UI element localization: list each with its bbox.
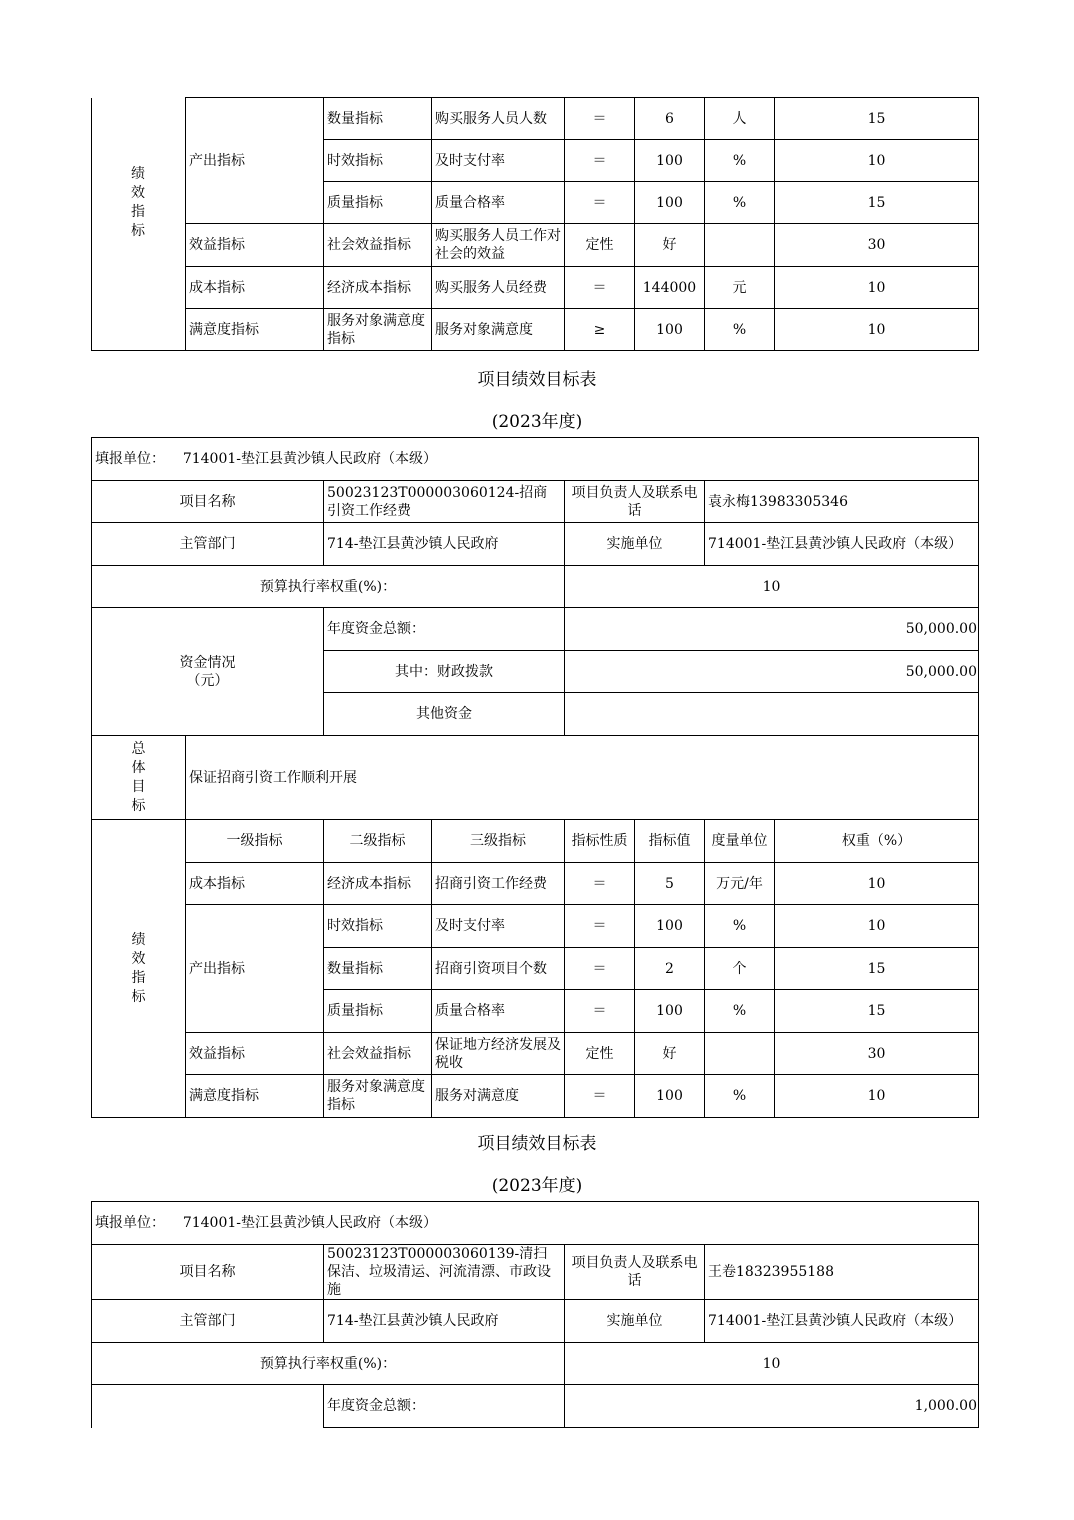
vchar: 标 bbox=[131, 223, 145, 239]
l1-cell: 成本指标 bbox=[186, 863, 324, 905]
fund-label-cell bbox=[92, 1385, 324, 1428]
vchar: 指 bbox=[131, 969, 146, 986]
vchar: 效 bbox=[131, 950, 146, 967]
nature-cell: 定性 bbox=[565, 1033, 635, 1075]
table-row bbox=[92, 1385, 979, 1428]
total-value: 50,000.00 bbox=[565, 608, 979, 651]
l3-cell: 及时支付率 bbox=[432, 140, 565, 182]
perf-table-2 bbox=[91, 437, 979, 1118]
contact-value: 袁永梅13983305346 bbox=[705, 481, 979, 523]
weight-cell: 15 bbox=[775, 98, 979, 140]
unit-cell: 人 bbox=[705, 98, 775, 140]
weight-cell: 10 bbox=[775, 905, 979, 948]
l2-cell: 社会效益指标 bbox=[324, 1033, 432, 1075]
perf-side-blank bbox=[92, 224, 186, 351]
table-row bbox=[92, 98, 979, 140]
table-row bbox=[92, 438, 979, 481]
unit-cell: % bbox=[705, 140, 775, 182]
unit-cell: % bbox=[705, 905, 775, 948]
vchar: 指 bbox=[131, 204, 145, 220]
value-cell: 好 bbox=[635, 224, 705, 267]
l1-cell: 效益指标 bbox=[186, 1033, 324, 1075]
l3-cell: 招商引资工作经费 bbox=[432, 863, 565, 905]
unit-cell bbox=[705, 224, 775, 267]
filler-value: 714001-垫江县黄沙镇人民政府（本级） bbox=[182, 451, 437, 467]
contact-label: 项目负责人及联系电话 bbox=[565, 1245, 705, 1300]
table-row bbox=[92, 1075, 979, 1118]
page-subtitle-year: (2023年度) bbox=[491, 1176, 583, 1196]
table-row bbox=[92, 1343, 979, 1385]
l3-cell: 购买服务人员人数 bbox=[432, 98, 565, 140]
value-cell: 6 bbox=[635, 98, 705, 140]
value-cell: 5 bbox=[635, 863, 705, 905]
vchar: 绩 bbox=[131, 166, 145, 182]
nature-cell: 定性 bbox=[565, 224, 635, 267]
l1-cell: 满意度指标 bbox=[186, 1075, 324, 1118]
weight-cell: 15 bbox=[775, 948, 979, 990]
l1-cell: 成本指标 bbox=[186, 267, 324, 309]
table-row bbox=[92, 1245, 979, 1300]
unit-cell: 万元/年 bbox=[705, 863, 775, 905]
fiscal-label: 其中：财政拨款 bbox=[324, 651, 565, 693]
total-value: 1,000.00 bbox=[565, 1385, 979, 1428]
impl-value: 714001-垫江县黄沙镇人民政府（本级） bbox=[705, 523, 979, 566]
vchar: 目 bbox=[131, 778, 146, 795]
nature-cell: ＝ bbox=[565, 267, 635, 309]
table-header-row bbox=[92, 820, 979, 863]
vchar: 效 bbox=[131, 185, 145, 201]
fund-label: 资金情况 bbox=[179, 654, 236, 671]
total-label: 年度资金总额： bbox=[324, 608, 565, 651]
value-cell: 100 bbox=[635, 990, 705, 1033]
unit-cell: % bbox=[705, 182, 775, 224]
l3-cell: 质量合格率 bbox=[432, 990, 565, 1033]
header-value: 指标值 bbox=[635, 820, 705, 863]
unit-cell: 个 bbox=[705, 948, 775, 990]
nature-cell: ＝ bbox=[565, 863, 635, 905]
value-cell: 好 bbox=[635, 1033, 705, 1075]
weight-cell: 15 bbox=[775, 182, 979, 224]
weight-cell: 10 bbox=[775, 267, 979, 309]
dept-label: 主管部门 bbox=[92, 1300, 324, 1343]
table-row bbox=[92, 523, 979, 566]
weight-cell: 10 bbox=[775, 309, 979, 351]
value-cell: 100 bbox=[635, 182, 705, 224]
value-cell: 100 bbox=[635, 309, 705, 351]
unit-cell: % bbox=[705, 990, 775, 1033]
dept-value: 714-垫江县黄沙镇人民政府 bbox=[324, 523, 565, 566]
l3-cell: 招商引资项目个数 bbox=[432, 948, 565, 990]
other-label: 其他资金 bbox=[324, 693, 565, 736]
unit-cell: % bbox=[705, 1075, 775, 1118]
l2-cell: 社会效益指标 bbox=[324, 224, 432, 267]
l2-cell: 数量指标 bbox=[324, 948, 432, 990]
project-name-label: 项目名称 bbox=[92, 1245, 324, 1300]
contact-label: 项目负责人及联系电话 bbox=[565, 481, 705, 523]
table-row bbox=[92, 608, 979, 651]
l3-cell: 及时支付率 bbox=[432, 905, 565, 948]
header-l3: 三级指标 bbox=[432, 820, 565, 863]
filler-cell bbox=[92, 1202, 979, 1245]
vchar: 标 bbox=[131, 797, 146, 814]
dept-label: 主管部门 bbox=[92, 523, 324, 566]
perf-table-3 bbox=[91, 1201, 979, 1428]
weight-cell: 30 bbox=[775, 1033, 979, 1075]
vchar: 总 bbox=[131, 740, 146, 757]
value-cell: 100 bbox=[635, 1075, 705, 1118]
unit-cell: 元 bbox=[705, 267, 775, 309]
vchar: 绩 bbox=[131, 931, 146, 948]
weight-cell: 30 bbox=[775, 224, 979, 267]
nature-cell: ≥ bbox=[565, 309, 635, 351]
table-row bbox=[92, 863, 979, 905]
perf-vertical-label-1 bbox=[91, 165, 185, 241]
nature-cell: ＝ bbox=[565, 98, 635, 140]
filler-label: 填报单位： bbox=[95, 1215, 165, 1231]
l2-cell: 服务对象满意度指标 bbox=[324, 1075, 432, 1118]
header-nature: 指标性质 bbox=[565, 820, 635, 863]
l2-cell: 服务对象满意度指标 bbox=[324, 309, 432, 351]
header-unit: 度量单位 bbox=[705, 820, 775, 863]
table-row bbox=[92, 1300, 979, 1343]
fund-label-cell bbox=[92, 608, 324, 736]
table-row bbox=[92, 905, 979, 948]
l1-cell: 效益指标 bbox=[186, 224, 324, 267]
table-row bbox=[92, 309, 979, 351]
weight-cell: 10 bbox=[775, 140, 979, 182]
project-name: 50023123T000003060139-清扫保洁、垃圾清运、河流清漂、市政设施 bbox=[324, 1245, 565, 1300]
header-weight: 权重（%） bbox=[775, 820, 979, 863]
table-row bbox=[92, 481, 979, 523]
l3-cell: 质量合格率 bbox=[432, 182, 565, 224]
l2-cell: 经济成本指标 bbox=[324, 863, 432, 905]
nature-cell: ＝ bbox=[565, 990, 635, 1033]
table-row bbox=[92, 1033, 979, 1075]
l2-cell: 时效指标 bbox=[324, 905, 432, 948]
table-row bbox=[92, 566, 979, 608]
impl-label: 实施单位 bbox=[565, 523, 705, 566]
value-cell: 2 bbox=[635, 948, 705, 990]
value-cell: 100 bbox=[635, 905, 705, 948]
fund-unit: （元） bbox=[186, 672, 229, 689]
l1-cell: 满意度指标 bbox=[186, 309, 324, 351]
contact-value: 王卷18323955188 bbox=[705, 1245, 979, 1300]
table-row bbox=[92, 267, 979, 309]
impl-value: 714001-垫江县黄沙镇人民政府（本级） bbox=[705, 1300, 979, 1343]
nature-cell: ＝ bbox=[565, 182, 635, 224]
goal-label bbox=[92, 736, 186, 820]
l2-cell: 质量指标 bbox=[324, 182, 432, 224]
unit-cell: % bbox=[705, 309, 775, 351]
l2-cell: 数量指标 bbox=[324, 98, 432, 140]
header-l2: 二级指标 bbox=[324, 820, 432, 863]
unit-cell bbox=[705, 1033, 775, 1075]
fiscal-value: 50,000.00 bbox=[565, 651, 979, 693]
project-name: 50023123T000003060124-招商引资工作经费 bbox=[324, 481, 565, 523]
table-row bbox=[92, 224, 979, 267]
page-subtitle-year: (2023年度) bbox=[491, 412, 583, 432]
filler-value: 714001-垫江县黄沙镇人民政府（本级） bbox=[182, 1215, 437, 1231]
perf-table-1 bbox=[91, 97, 979, 351]
total-label: 年度资金总额： bbox=[324, 1385, 565, 1428]
nature-cell: ＝ bbox=[565, 905, 635, 948]
budget-label: 预算执行率权重(%)： bbox=[92, 566, 565, 608]
nature-cell: ＝ bbox=[565, 948, 635, 990]
l3-cell: 保证地方经济发展及税收 bbox=[432, 1033, 565, 1075]
weight-cell: 10 bbox=[775, 863, 979, 905]
l3-cell: 服务对象满意度 bbox=[432, 309, 565, 351]
nature-cell: ＝ bbox=[565, 140, 635, 182]
budget-weight: 10 bbox=[565, 566, 979, 608]
other-value bbox=[565, 693, 979, 736]
budget-weight: 10 bbox=[565, 1343, 979, 1385]
page-title: 项目绩效目标表 bbox=[477, 1134, 597, 1154]
nature-cell: ＝ bbox=[565, 1075, 635, 1118]
dept-value: 714-垫江县黄沙镇人民政府 bbox=[324, 1300, 565, 1343]
goal-value: 保证招商引资工作顺利开展 bbox=[186, 736, 979, 820]
project-name-label: 项目名称 bbox=[92, 481, 324, 523]
vchar: 标 bbox=[131, 988, 146, 1005]
l3-cell: 购买服务人员工作对社会的效益 bbox=[432, 224, 565, 267]
page-title: 项目绩效目标表 bbox=[477, 370, 597, 390]
weight-cell: 15 bbox=[775, 990, 979, 1033]
vchar: 体 bbox=[131, 759, 146, 776]
value-cell: 100 bbox=[635, 140, 705, 182]
budget-label: 预算执行率权重(%)： bbox=[92, 1343, 565, 1385]
l2-cell: 经济成本指标 bbox=[324, 267, 432, 309]
l2-cell: 质量指标 bbox=[324, 990, 432, 1033]
l1-cell: 产出指标 bbox=[186, 905, 324, 1033]
table-row bbox=[92, 736, 979, 820]
value-cell: 144000 bbox=[635, 267, 705, 309]
l3-cell: 服务对满意度 bbox=[432, 1075, 565, 1118]
l1-cell: 产出指标 bbox=[186, 98, 324, 224]
header-l1: 一级指标 bbox=[186, 820, 324, 863]
weight-cell: 10 bbox=[775, 1075, 979, 1118]
perf-label bbox=[92, 820, 186, 1118]
table-row bbox=[92, 1202, 979, 1245]
l3-cell: 购买服务人员经费 bbox=[432, 267, 565, 309]
filler-label: 填报单位： bbox=[95, 451, 165, 467]
impl-label: 实施单位 bbox=[565, 1300, 705, 1343]
filler-cell bbox=[92, 438, 979, 481]
l2-cell: 时效指标 bbox=[324, 140, 432, 182]
